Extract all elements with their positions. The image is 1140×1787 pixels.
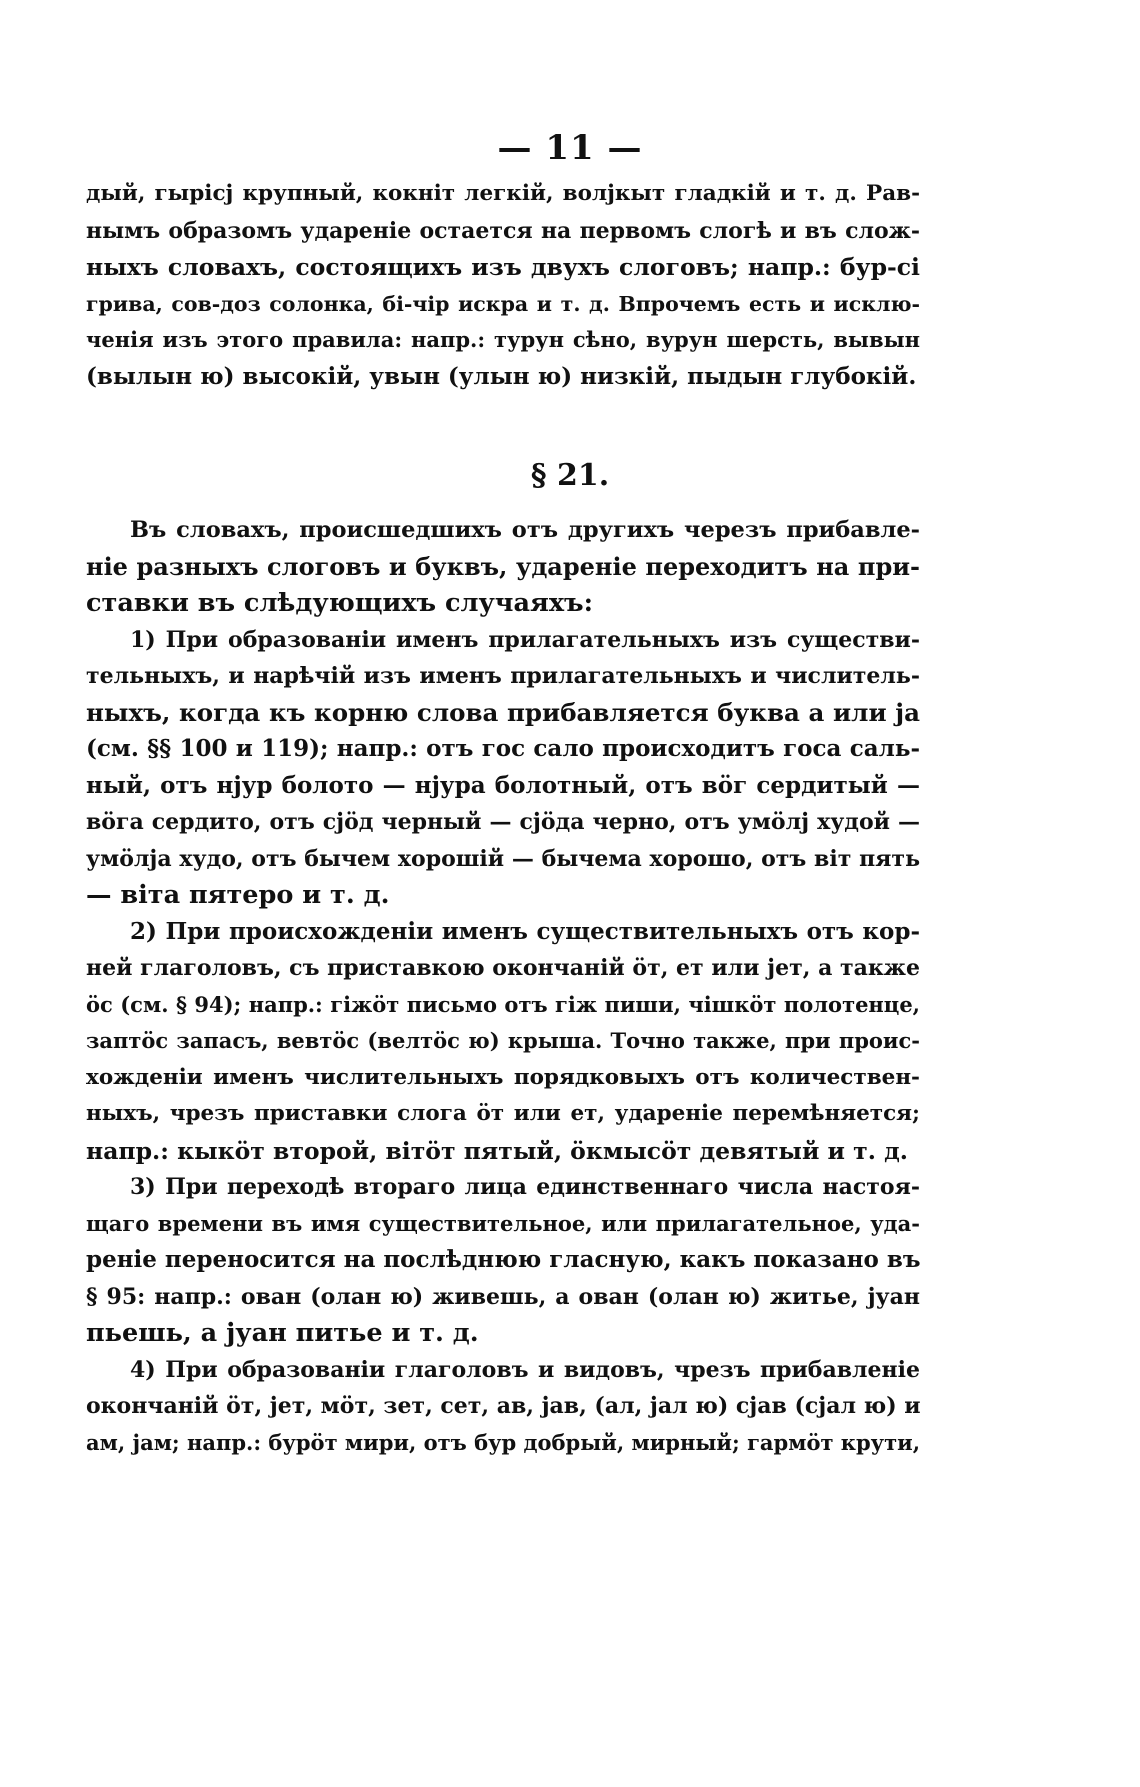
text-line: Въ словахъ, происшедшихъ отъ другихъ черезъ прибавле- — [130, 517, 920, 543]
text-line: вӧга сердито, отъ сјӧд черный — сјӧда черно, отъ умӧлј худой — — [86, 809, 920, 835]
text-line: ныхъ словахъ, состоящихъ изъ двухъ слоговъ; напр.: бур-сі — [86, 253, 920, 281]
text-line: умӧлја худо, отъ бычем хорошій — бычема хорошо, отъ віт пять — [86, 845, 920, 872]
top-paragraph — [86, 176, 920, 395]
text-line: заптӧс запасъ, вевтӧс (велтӧс ю) крыша. Точно также, при проис- — [86, 1028, 920, 1053]
page-number: — 11 — — [497, 128, 643, 168]
text-line: ніе разныхъ слоговъ и буквъ, удареніе переходитъ на при- — [86, 551, 920, 581]
text-line: (вылын ю) высокій, увын (улын ю) низкій, пыдын глубокій. — [86, 362, 917, 390]
text-line: нымъ образомъ удареніе остается на первомъ слогѣ и въ слож- — [86, 217, 920, 244]
text-line: хожденіи именъ числительныхъ порядковыхъ отъ количествен- — [86, 1064, 920, 1090]
text-line: — віта пятеро и т. д. — [86, 880, 390, 910]
text-line: 3) При переходѣ втораго лица единственнаго числа настоя- — [130, 1174, 920, 1200]
section-body — [86, 512, 920, 1461]
text-line: дый, гырісј крупный, кокніт легкій, волјкыт гладкій и т. д. Рав- — [86, 181, 920, 206]
text-line: ныхъ, когда къ корню слова прибавляется буква а или ја — [86, 697, 920, 727]
text-line: тельныхъ, и нарѣчій изъ именъ прилагательныхъ и числитель- — [86, 663, 920, 689]
paragraph-2 — [86, 914, 920, 1170]
text-line: пьешь, а јуан питье и т. д. — [86, 1318, 479, 1348]
paragraph-4 — [86, 1352, 920, 1462]
text-line: ный, отъ нјур болото — нјура болотный, отъ вӧг сердитый — — [86, 771, 920, 799]
text-line: ставки въ слѣдующихъ случаяхъ: — [86, 588, 594, 618]
section-title: § 21. — [530, 458, 610, 493]
text-line: 1) При образованіи именъ прилагательныхъ изъ существи- — [130, 626, 920, 653]
text-line: грива, сов-доз солонка, бі-чір искра и т. д. Впрочемъ есть и исклю- — [86, 291, 920, 316]
text-line: ней глаголовъ, съ приставкою окончаній ӧт, ет или јет, а также — [86, 955, 920, 981]
text-line: щаго времени въ имя существительное, или прилагательное, уда- — [86, 1210, 920, 1236]
text-line: ӧс (см. § 94); напр.: гіжӧт письмо отъ гіж пиши, чішкӧт полотенце, — [86, 991, 920, 1017]
text-line: ныхъ, чрезъ приставки слога ӧт или ет, удареніе перемѣняется; — [86, 1101, 920, 1126]
text-line: ченія изъ этого правила: напр.: турун сѣно, вурун шерсть, вывын — [86, 327, 920, 352]
paragraph-intro — [86, 512, 920, 622]
text-line: окончаній ӧт, јет, мӧт, зет, сет, ав, јав, (ал, јал ю) сјав (сјал ю) и — [86, 1393, 921, 1419]
paragraph-1 — [86, 622, 920, 914]
text-line: § 95: напр.: ован (олан ю) живешь, а ован (олан ю) житье, јуан — [86, 1283, 920, 1310]
text-line: 2) При происхожденіи именъ существительныхъ отъ кор- — [130, 917, 920, 945]
text-line: реніе переносится на послѣднюю гласную, какъ показано въ — [86, 1246, 921, 1273]
text-line: 4) При образованіи глаголовъ и видовъ, чрезъ прибавленіе — [130, 1356, 920, 1383]
paragraph-3 — [86, 1169, 920, 1352]
text-line: напр.: кыкӧт второй, вітӧт пятый, ӧкмысӧт девятый и т. д. — [86, 1136, 908, 1165]
text-line: (см. §§ 100 и 119); напр.: отъ гос сало происходитъ госа саль- — [86, 735, 920, 762]
text-line: ам, јам; напр.: бурӧт мири, отъ бур добрый, мирный; гармӧт крути, — [86, 1429, 920, 1455]
